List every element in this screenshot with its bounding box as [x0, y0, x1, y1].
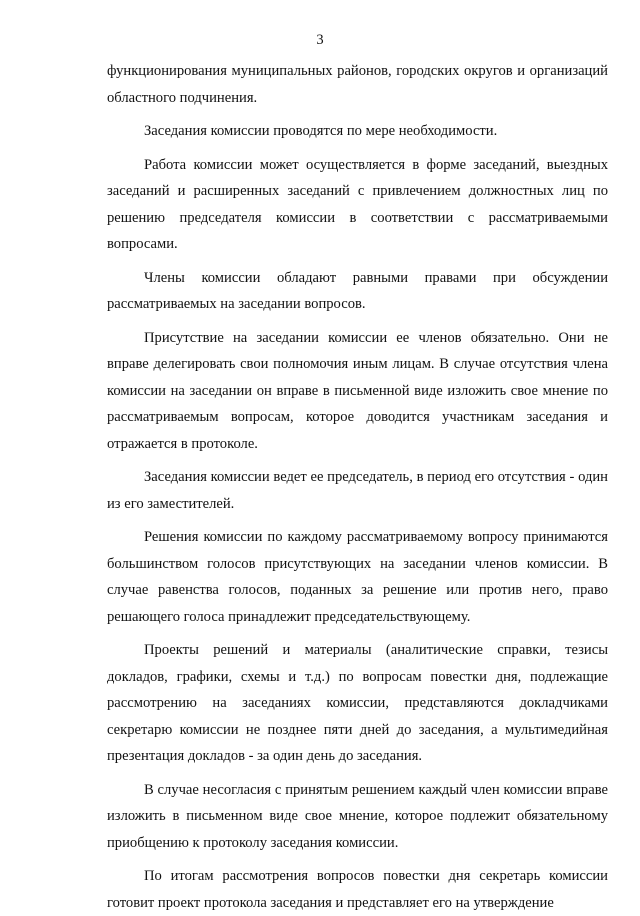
paragraph: Заседания комиссии проводятся по мере необходимости.	[144, 123, 498, 139]
paragraph: Заседания комиссии ведет ее председатель, в период его отсутствия - один из его заместителей.	[107, 469, 608, 512]
paragraph: По итогам рассмотрения вопросов повестки дня секретарь комиссии готовит проект протокола заседания и представляет его на утверждение	[107, 868, 608, 911]
paragraph: Присутствие на заседании комиссии ее членов обязательно. Они не вправе делегировать свои полномочия иным лицам. В случае отсутствия члена комиссии на заседании он вправе в письменной виде изложить свое мнение по рассматриваемым вопросам, которое доводится участникам заседания и отражается в протоколе.	[107, 329, 608, 452]
paragraph: Члены комиссии обладают равными правами при обсуждении рассматриваемых на заседании вопросов.	[107, 269, 608, 312]
document-body	[107, 58, 608, 916]
page-number: 3	[316, 32, 324, 48]
paragraph: В случае несогласия с принятым решением каждый член комиссии вправе изложить в письменном виде свое мнение, которое подлежит обязательному приобщению к протоколу заседания комиссии.	[107, 781, 608, 851]
paragraph: Работа комиссии может осуществляется в форме заседаний, выездных заседаний и расширенных заседаний с привлечением должностных лиц по решению председателя комиссии в соответствии с рассматриваемыми вопросами.	[107, 156, 608, 252]
paragraph: Решения комиссии по каждому рассматриваемому вопросу принимаются большинством голосов присутствующих на заседании членов комиссии. В случае равенства голосов, поданных за решение или против него, право решающего голоса принадлежит председательствующему.	[107, 529, 608, 625]
paragraph: функционирования муниципальных районов, городских округов и организаций областного подчинения.	[107, 63, 608, 106]
paragraph: Проекты решений и материалы (аналитические справки, тезисы докладов, графики, схемы и т.д.) по вопросам повестки дня, подлежащие рассмотрению на заседаниях комиссии, представляются докладчиками секретарю комиссии не позднее пяти дней до заседания, а мультимедийная презентация докладов - за один день до заседания.	[107, 642, 608, 764]
